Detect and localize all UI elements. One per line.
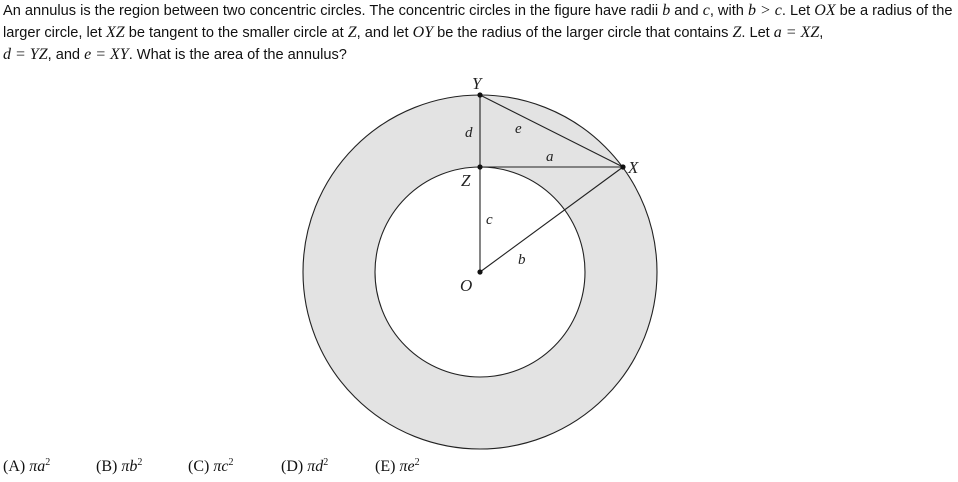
point-x-dot [620,164,625,169]
var-c: c [702,2,710,19]
problem-statement: An annulus is the region between two concentric circles. The concentric circles in the figure have radii b and c, with b > c. Let OX be a radius of the larger circle, let XZ be tangent to the smaller circle at Z, and let OY be the radius of the larger circle that contains Z. Let a = XZ, d = YZ, and e = XY. What is the area of the annulus? [3,2,953,63]
point-o-dot [477,269,482,274]
choice-d[interactable]: (D) $\pi d^2$ [281,457,329,475]
label-z: Z [461,171,471,190]
choice-b[interactable]: (B) $\pi b^2$ [96,457,143,475]
label-d: d [465,125,473,141]
def-a: a = XZ [773,24,820,41]
segment-xz: XZ [106,24,125,41]
choice-a[interactable]: (A) $\pi a^2$ [3,457,51,475]
label-a: a [546,149,554,165]
point-z: Z [347,24,357,41]
segment-ox: OX [814,2,836,19]
inequality: b > c [747,2,782,19]
label-o: O [460,276,473,295]
label-c: c [486,212,493,228]
label-b: b [518,252,526,268]
def-e: e = XY [84,46,129,63]
point-y-dot [477,92,482,97]
choice-e[interactable]: (E) $\pi e^2$ [375,457,420,475]
label-x: X [628,158,639,177]
label-y: Y [472,74,482,93]
segment-oy: OY [412,24,434,41]
choice-c[interactable]: (C) $\pi c^2$ [188,457,234,475]
def-d: d = YZ [3,46,48,63]
point-z-dot [477,164,482,169]
label-e: e [515,121,522,137]
var-b: b [662,2,671,19]
point-z-2: Z [732,24,742,41]
